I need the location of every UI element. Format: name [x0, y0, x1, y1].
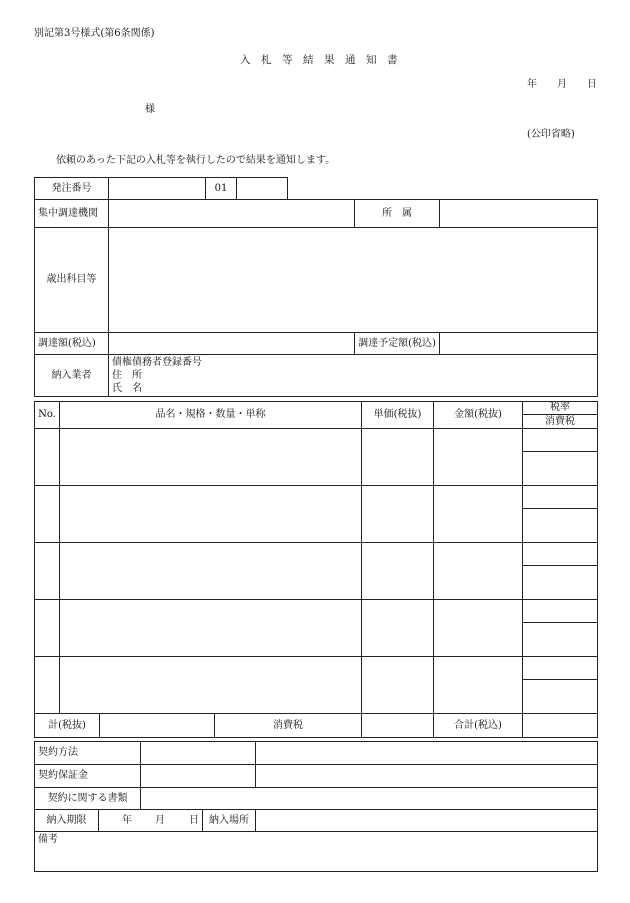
- header-consumption-tax: 消費税: [523, 415, 598, 429]
- order-number-label: 発注番号: [35, 178, 109, 200]
- row-item-name[interactable]: [60, 543, 362, 600]
- row-unit-price[interactable]: [362, 429, 434, 486]
- header-item-name: 品名・規格・数量・単称: [60, 402, 362, 429]
- row-unit-price[interactable]: [362, 486, 434, 543]
- deadline-year: 年: [122, 814, 132, 826]
- budget-item-field[interactable]: [109, 228, 598, 333]
- contract-documents-field[interactable]: [141, 788, 598, 810]
- planned-amount-field[interactable]: [440, 333, 598, 355]
- form-reference: 別記第3号様式(第6条関係): [34, 28, 155, 39]
- subtotal-label: 計(税抜): [35, 714, 100, 738]
- agency-label: 集中調達機関: [35, 200, 109, 228]
- row-amount[interactable]: [434, 429, 523, 486]
- row-tax-rate[interactable]: [523, 600, 598, 623]
- order-number-code: 01: [206, 178, 237, 200]
- date-year: 年: [527, 79, 537, 90]
- row-unit-price[interactable]: [362, 600, 434, 657]
- budget-item-label: 歳出科目等: [35, 228, 109, 333]
- contract-method-field[interactable]: [141, 742, 256, 765]
- row-amount[interactable]: [434, 486, 523, 543]
- document-title: 入 札 等 結 果 通 知 書: [240, 54, 398, 66]
- row-tax-rate[interactable]: [523, 429, 598, 452]
- contract-method-label: 契約方法: [35, 742, 141, 765]
- row-tax-rate[interactable]: [523, 543, 598, 566]
- procurement-amount-field[interactable]: [109, 333, 355, 355]
- planned-amount-label: 調達予定額(税込): [355, 333, 440, 355]
- row-consumption-tax[interactable]: [523, 452, 598, 486]
- row-consumption-tax[interactable]: [523, 566, 598, 600]
- row-item-name[interactable]: [60, 657, 362, 714]
- header-amount: 金額(税抜): [434, 402, 523, 429]
- items-table: [34, 401, 598, 738]
- contract-deposit-field[interactable]: [141, 765, 256, 788]
- delivery-deadline-field[interactable]: [99, 810, 203, 832]
- row-consumption-tax[interactable]: [523, 623, 598, 657]
- supplier-field[interactable]: [109, 355, 598, 397]
- row-no[interactable]: [35, 429, 60, 486]
- subtotal-field[interactable]: [100, 714, 215, 738]
- contract-deposit-extra-field[interactable]: [256, 765, 598, 788]
- contract-method-extra-field[interactable]: [256, 742, 598, 765]
- addressee-suffix: 様: [145, 104, 155, 115]
- contract-deposit-label: 契約保証金: [35, 765, 141, 788]
- row-tax-rate[interactable]: [523, 486, 598, 509]
- header-tax-rate: 税率: [523, 402, 598, 415]
- grand-total-field[interactable]: [523, 714, 598, 738]
- affiliation-label: 所 属: [355, 200, 440, 228]
- total-tax-field[interactable]: [362, 714, 434, 738]
- deadline-day: 日: [189, 814, 199, 826]
- row-item-name[interactable]: [60, 429, 362, 486]
- total-tax-label: 消費税: [215, 714, 362, 738]
- date-day: 日: [587, 79, 597, 90]
- remarks-label: 備考: [38, 834, 58, 845]
- row-consumption-tax[interactable]: [523, 509, 598, 543]
- header-no: No.: [35, 402, 60, 429]
- row-unit-price[interactable]: [362, 657, 434, 714]
- row-tax-rate[interactable]: [523, 657, 598, 680]
- seal-omitted-note: (公印省略): [527, 129, 575, 140]
- row-amount[interactable]: [434, 543, 523, 600]
- row-amount[interactable]: [434, 600, 523, 657]
- procurement-amount-label: 調達額(税込): [35, 333, 109, 355]
- procurement-info-table: [34, 199, 598, 397]
- supplier-address-label: 住 所: [112, 370, 142, 381]
- row-consumption-tax[interactable]: [523, 680, 598, 714]
- deadline-month: 月: [155, 814, 165, 826]
- row-item-name[interactable]: [60, 600, 362, 657]
- row-no[interactable]: [35, 543, 60, 600]
- supplier-label: 納入業者: [35, 355, 109, 397]
- order-number-field-2[interactable]: [237, 178, 288, 200]
- row-item-name[interactable]: [60, 486, 362, 543]
- row-unit-price[interactable]: [362, 543, 434, 600]
- row-amount[interactable]: [434, 657, 523, 714]
- supplier-name-label: 氏 名: [112, 383, 142, 394]
- intro-text: 依頼のあった下記の入札等を執行したので結果を通知します。: [56, 155, 336, 166]
- affiliation-field[interactable]: [440, 200, 598, 228]
- grand-total-label: 合計(税込): [434, 714, 523, 738]
- supplier-registration-label: 債権債務者登録番号: [112, 357, 202, 368]
- remarks-field[interactable]: [35, 832, 598, 872]
- row-no[interactable]: [35, 486, 60, 543]
- row-no[interactable]: [35, 657, 60, 714]
- order-number-field-1[interactable]: [109, 178, 206, 200]
- header-unit-price: 単価(税抜): [362, 402, 434, 429]
- order-number-table: [34, 177, 288, 200]
- agency-field[interactable]: [109, 200, 355, 228]
- delivery-deadline-label: 納入期限: [35, 810, 99, 832]
- row-no[interactable]: [35, 600, 60, 657]
- date-month: 月: [557, 79, 567, 90]
- contract-documents-label: 契約に関する書類: [35, 788, 141, 810]
- delivery-place-field[interactable]: [256, 810, 598, 832]
- contract-table: [34, 741, 598, 872]
- delivery-place-label: 納入場所: [203, 810, 256, 832]
